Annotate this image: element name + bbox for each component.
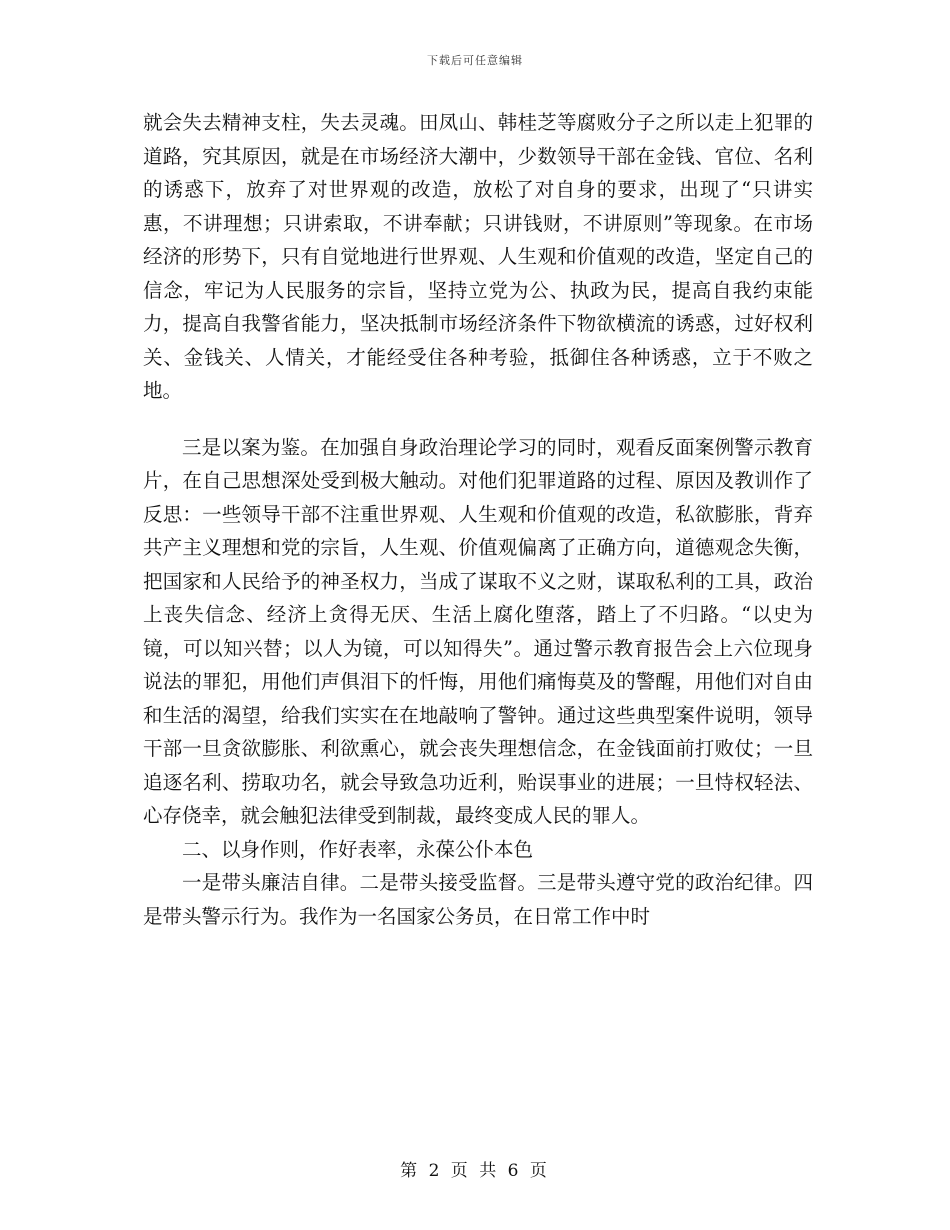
paragraph-lead-by-example: 一是带头廉洁自律。二是带头接受监督。三是带头遵守党的政治纪律。四是带头警示行为。我作为一名国家公务员，在日常工作中时 bbox=[143, 871, 813, 928]
paragraph-spacer bbox=[143, 408, 813, 431]
document-body bbox=[143, 106, 813, 933]
section-heading: 二、以身作则，作好表率，永葆公仆本色 bbox=[182, 837, 534, 861]
paragraph-continuation: 就会失去精神支柱，失去灵魂。田凤山、韩桂芝等腐败分子之所以走上犯罪的道路，究其原因，就是在市场经济大潮中，少数领导干部在金钱、官位、名利的诱惑下，放弃了对世界观的改造，放松了对自身的要求，出现了“只讲实惠，不讲理想；只讲索取，不讲奉献；只讲钱财，不讲原则”等现象。在市场经济的形势下，只有自觉地进行世界观、人生观和价值观的改造，坚定自己的信念，牢记为人民服务的宗旨，坚持立党为公、执政为民，提高自我约束能力，提高自我警省能力，坚决抵制市场经济条件下物欲横流的诱惑，过好权利关、金钱关、人情关，才能经受住各种考验，抵御住各种诱惑，立于不败之地。 bbox=[143, 111, 813, 402]
page-header-note: 下载后可任意编辑 bbox=[427, 54, 523, 67]
paragraph-case-lesson: 三是以案为鉴。在加强自身政治理论学习的同时，观看反面案例警示教育片，在自己思想深处受到极大触动。对他们犯罪道路的过程、原因及教训作了反思：一些领导干部不注重世界观、人生观和价值观的改造，私欲膨胀，背弃共产主义理想和党的宗旨，人生观、价值观偏离了正确方向，道德观念失衡，把国家和人民给予的神圣权力，当成了谋取不义之财，谋取私利的工具，政治上丧失信念、经济上贪得无厌、生活上腐化堕落，踏上了不归路。“以史为镜，可以知兴替；以人为镜，可以知得失”。通过警示教育报告会上六位现身说法的罪犯，用他们声俱泪下的忏悔，用他们痛悔莫及的警醒，用他们对自由和生活的渴望，给我们实实在在地敲响了警钟。通过这些典型案件说明，领导干部一旦贪欲膨胀、利欲熏心，就会丧失理想信念，在金钱面前打败仗；一旦追逐名利、捞取功名，就会导致急功近利，贻误事业的进展；一旦恃权轻法、心存侥幸，就会触犯法律受到制裁，最终变成人民的罪人。 bbox=[143, 435, 813, 827]
page-number: 第 2 页 共 6 页 bbox=[400, 1161, 550, 1181]
